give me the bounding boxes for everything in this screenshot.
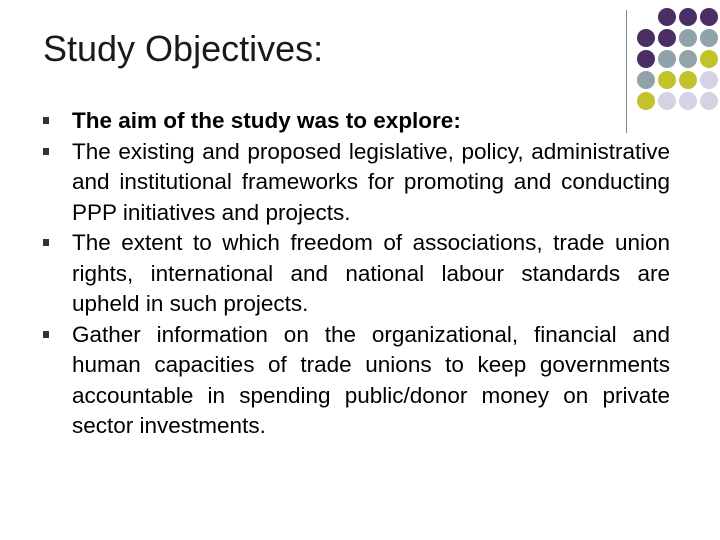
decorative-dot-icon — [658, 71, 676, 89]
bullet-icon — [43, 117, 49, 124]
objectives-list — [40, 106, 670, 442]
decorative-dot-icon — [679, 8, 697, 26]
decorative-dot-icon — [658, 29, 676, 47]
decorative-dot-icon — [637, 29, 655, 47]
bullet-icon — [43, 148, 49, 155]
decorative-dot-icon — [658, 50, 676, 68]
bullet-text: Gather information on the organizational, financial and human capacities of trade unions to keep governments accountable in spending public/donor money on private sector investments. — [72, 321, 670, 438]
bullet-text: The existing and proposed legislative, policy, administrative and institutional frameworks for promoting and conducting PPP initiatives and projects. — [72, 138, 670, 225]
decorative-dot-icon — [700, 50, 718, 68]
list-item — [40, 106, 670, 137]
decorative-dot-icon — [637, 50, 655, 68]
bullet-text: The extent to which freedom of associations, trade union rights, international and national labour standards are upheld in such projects. — [72, 230, 670, 316]
decorative-dot-icon — [679, 29, 697, 47]
decorative-dot-icon — [637, 71, 655, 89]
bullet-icon — [43, 331, 49, 338]
list-item — [40, 137, 670, 229]
decorative-dot-icon — [679, 92, 697, 110]
decorative-dot-icon — [700, 8, 718, 26]
decorative-dot-icon — [658, 8, 676, 26]
list-item — [40, 228, 670, 320]
decorative-dot-icon — [679, 50, 697, 68]
slide-title: Study Objectives: — [43, 28, 324, 69]
bullet-icon — [43, 239, 49, 246]
decorative-dot-icon — [700, 29, 718, 47]
list-item — [40, 320, 670, 442]
bullet-text: The aim of the study was to explore: — [72, 108, 461, 133]
decorative-dot-icon — [679, 71, 697, 89]
decorative-dot-icon — [700, 71, 718, 89]
decorative-dot-icon — [700, 92, 718, 110]
